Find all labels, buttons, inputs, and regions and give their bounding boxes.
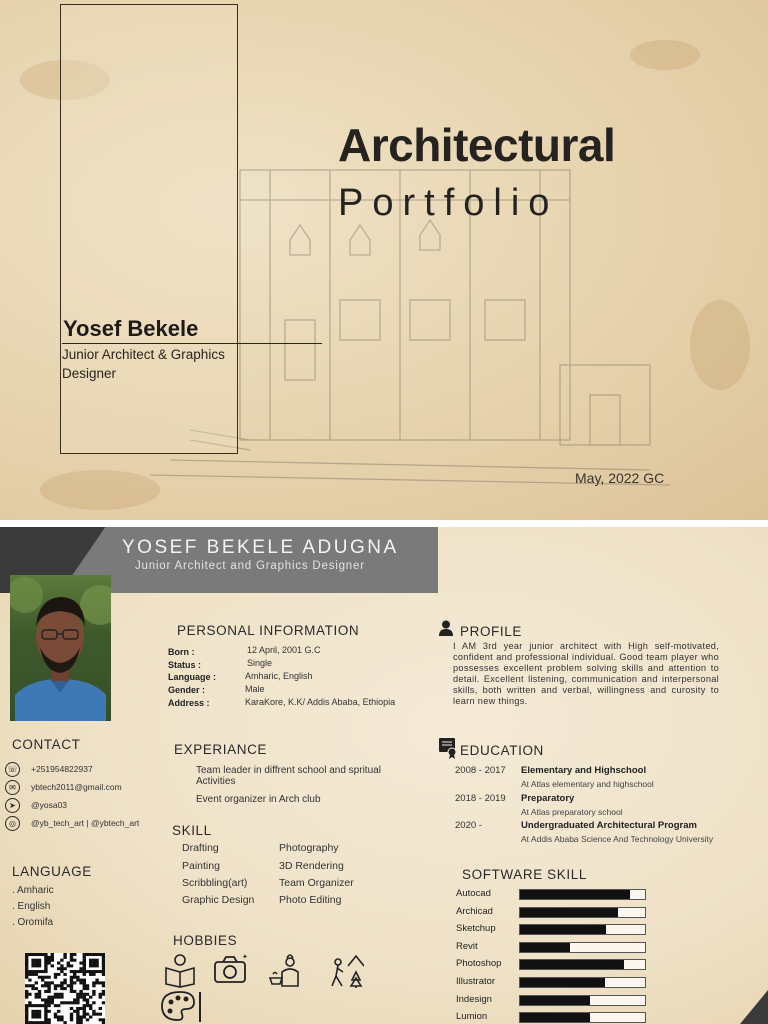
skill-item: Drafting: [182, 842, 219, 854]
education-title: Preparatory: [521, 793, 575, 804]
gender-value: Male: [245, 684, 265, 694]
cv-page: [0, 527, 768, 1024]
software-level-fill: [520, 960, 624, 969]
skill-item: Painting: [182, 860, 220, 872]
software-heading: SOFTWARE SKILL: [462, 867, 587, 882]
education-heading: EDUCATION: [460, 743, 544, 758]
paper-stain: [40, 470, 160, 510]
skill-item: Team Organizer: [279, 877, 354, 889]
software-level-bar: [519, 1012, 646, 1023]
language-heading: LANGUAGE: [12, 864, 92, 879]
profile-heading: PROFILE: [460, 624, 522, 639]
portrait-illustration: [10, 575, 111, 721]
svg-text:✦: ✦: [242, 953, 248, 961]
corner-accent: [740, 990, 768, 1024]
skill-item: Scribbling(art): [182, 877, 248, 889]
language-item: . Amharic: [12, 885, 54, 896]
cooking-icon: [268, 952, 304, 988]
personal-info-heading: PERSONAL INFORMATION: [177, 623, 360, 638]
education-place: At Atlas preparatory school: [521, 807, 623, 817]
status-value: Single: [247, 658, 273, 668]
education-years: 2018 - 2019: [455, 793, 506, 804]
author-underline: [62, 343, 322, 344]
language-label: Language :: [168, 672, 217, 682]
contact-phone-text: +251954822937: [31, 764, 93, 774]
software-level-fill: [520, 996, 590, 1005]
software-level-fill: [520, 1013, 590, 1022]
software-level-bar: [519, 959, 646, 970]
gender-label: Gender :: [168, 685, 206, 695]
education-place: At Addis Ababa Science And Technology University: [521, 834, 714, 844]
software-level-fill: [520, 908, 618, 917]
photo-frame-placeholder: [60, 4, 238, 454]
software-name: Autocad: [456, 888, 491, 899]
portfolio-date: May, 2022 GC: [575, 470, 665, 486]
software-name: Sketchup: [456, 923, 496, 935]
profile-photo: [10, 575, 111, 721]
camera-icon: [212, 952, 248, 988]
profile-text: I AM 3rd year junior architect with High self-motivated, confident and professional individual. Good team player who possesses excellent problem solving skills and attention to detail. Excellent listening, communication and interpersonal skills, both written and verbal, willingness and curosity to learn new things.: [453, 641, 719, 706]
paper-stain: [630, 40, 700, 70]
education-years: 2020 -: [455, 820, 482, 831]
software-name: Archicad: [456, 905, 493, 917]
born-label: Born :: [168, 647, 195, 657]
hiking-icon: [328, 952, 364, 988]
contact-phone[interactable]: [5, 761, 93, 777]
contact-email-text: ybtech2011@gmail.com: [31, 782, 122, 792]
language-value: Amharic, English: [245, 671, 313, 681]
diploma-icon: [438, 737, 458, 759]
contact-instagram[interactable]: [5, 815, 139, 831]
software-level-bar: [519, 924, 646, 935]
author-role: Junior Architect & Graphics Designer: [62, 347, 225, 381]
software-level-fill: [520, 890, 630, 899]
mail-icon: ✉: [5, 780, 20, 795]
education-place: At Atlas elementary and highschool: [521, 779, 654, 789]
contact-email[interactable]: [5, 779, 122, 795]
software-level-bar: [519, 907, 646, 918]
software-level-bar: [519, 942, 646, 953]
contact-telegram-text: @yosa03: [31, 800, 68, 810]
contact-telegram[interactable]: [5, 797, 67, 813]
software-level-bar: [519, 889, 646, 900]
software-level-fill: [520, 978, 605, 987]
paper-stain: [690, 300, 750, 390]
painting-palette-icon: [160, 990, 204, 1024]
reading-icon: [162, 952, 198, 988]
skill-item: 3D Rendering: [279, 860, 344, 872]
qr-code[interactable]: [25, 953, 105, 1024]
phone-icon: ☏: [5, 762, 20, 777]
instagram-icon: ◎: [5, 816, 20, 831]
qr-code-pattern: [25, 953, 105, 1024]
software-level-bar: [519, 977, 646, 988]
experience-item: Team leader in diffrent school and spritual Activities: [196, 765, 381, 787]
born-value: 12 April, 2001 G.C: [247, 645, 321, 655]
contact-heading: CONTACT: [12, 737, 81, 752]
software-name: Lumion: [456, 1011, 488, 1023]
skill-item: Photography: [279, 842, 339, 854]
software-level-fill: [520, 925, 606, 934]
address-label: Address :: [168, 698, 210, 708]
status-label: Status :: [168, 660, 202, 670]
cv-role: Junior Architect and Graphics Designer: [135, 560, 365, 572]
software-name: Photoshop: [456, 958, 502, 970]
skill-item: Graphic Design: [182, 894, 255, 906]
software-name: Revit: [456, 940, 478, 952]
portfolio-subtitle: Portfolio: [338, 182, 559, 224]
telegram-icon: ➤: [5, 798, 20, 813]
education-title: Undergraduated Architectural Program: [521, 820, 697, 831]
address-value: KaraKore, K.K/ Addis Ababa, Ethiopia: [245, 697, 396, 707]
skill-item: Photo Editing: [279, 894, 342, 906]
education-title: Elementary and Highschool: [521, 765, 647, 776]
software-level-bar: [519, 995, 646, 1006]
hobbies-heading: HOBBIES: [173, 933, 238, 948]
software-level-fill: [520, 943, 570, 952]
education-years: 2008 - 2017: [455, 765, 506, 776]
contact-instagram-text: @yb_tech_art | @ybtech_art: [31, 818, 140, 828]
software-name: Illustrator: [456, 976, 496, 987]
software-name: Indesign: [456, 993, 492, 1005]
experience-item: Event organizer in Arch club: [196, 794, 321, 805]
language-item: . Oromifa: [12, 917, 54, 928]
author-name: Yosef Bekele: [63, 316, 199, 341]
skill-heading: SKILL: [172, 823, 212, 838]
language-item: . English: [12, 901, 51, 912]
person-icon: [438, 620, 454, 636]
experience-heading: EXPERIANCE: [174, 742, 268, 757]
portfolio-title: Architectural: [338, 119, 616, 171]
cv-full-name: YOSEF BEKELE ADUGNA: [122, 537, 399, 558]
